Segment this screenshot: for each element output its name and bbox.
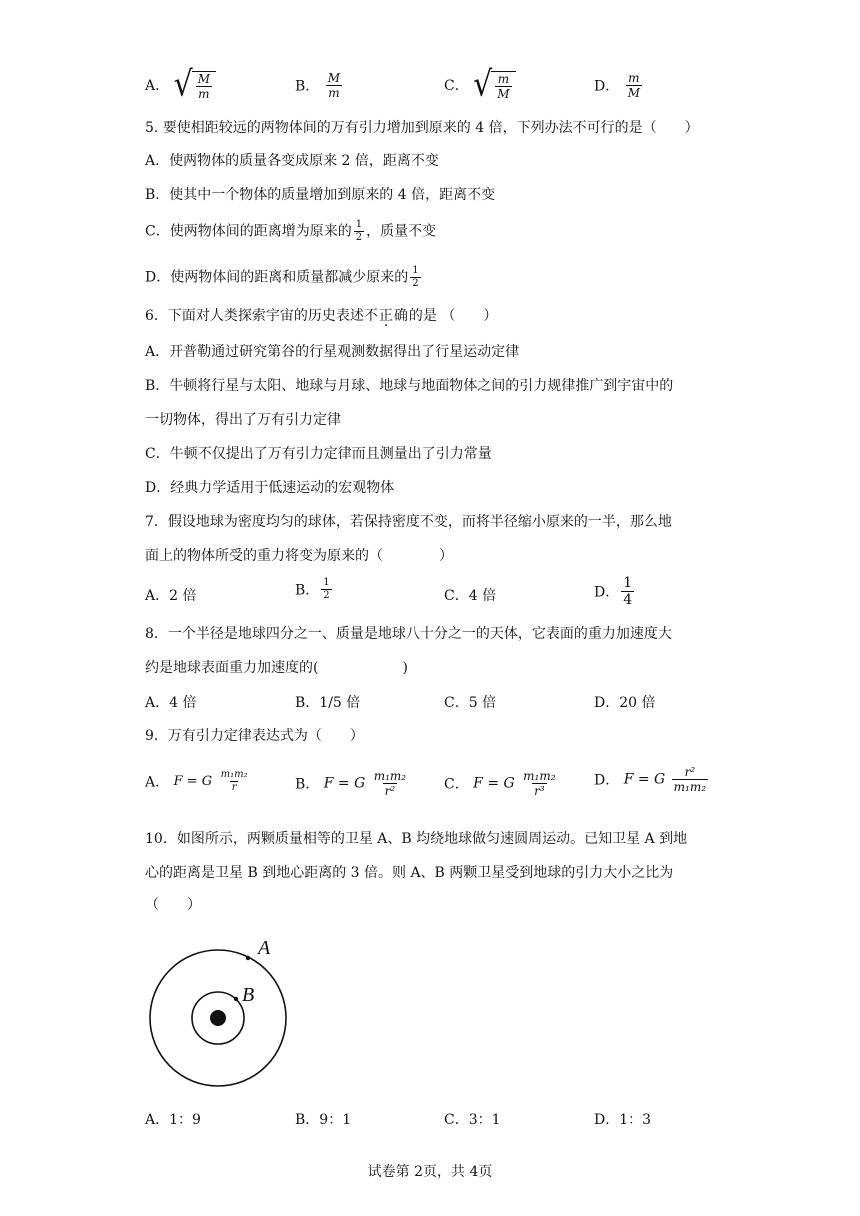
option-text: ，质量不变 — [366, 223, 437, 240]
q9-option-a — [145, 770, 252, 793]
q10-stem-line2: 心的距离是卫星 B 到地心距离的 3 倍。则 A、B 两颗卫星受到地球的引力大小之比为 — [145, 865, 674, 881]
fraction-denominator: m — [198, 86, 210, 101]
q8-option-d: D．20 倍 — [594, 695, 656, 711]
q10-stem-line3: （ ） — [145, 897, 201, 913]
q6-stem — [145, 306, 497, 326]
q4-option-c — [444, 64, 516, 105]
satellite-a-label: A — [258, 937, 271, 959]
fraction-denominator: 2 — [355, 232, 363, 243]
q6-option-b-line1: B．牛顿将行星与太阳、地球与月球、地球与地面物体之间的引力规律推广到宇宙中的 — [145, 378, 674, 394]
option-label: A． — [145, 774, 170, 791]
q5-stem: 5. 要使相距较远的两物体间的万有引力增加到原来的 4 倍，下列办法不可行的是（ ） — [145, 120, 699, 136]
q5-option-b: B．使其中一个物体的质量增加到原来的 4 倍，距离不变 — [145, 187, 496, 203]
q8-option-a: A．4 倍 — [145, 695, 197, 711]
q10-option-b: B．9：1 — [295, 1112, 352, 1128]
fraction-denominator: M — [497, 86, 510, 101]
q7-option-b — [295, 578, 334, 601]
fraction-numerator: 1 — [323, 577, 330, 588]
stem-text: 的是 （ ） — [408, 308, 498, 324]
fraction-denominator: 4 — [623, 592, 633, 608]
fraction-denominator: M — [627, 86, 640, 100]
q6-option-b-line2: 一切物体，得出了万有引力定律 — [145, 412, 341, 428]
fraction-denominator: m — [328, 86, 340, 100]
fraction-numerator: r² — [684, 765, 696, 779]
fraction-numerator: 1 — [412, 265, 419, 276]
q4-option-d — [594, 72, 644, 99]
emphasized-text: 不正确 — [363, 308, 409, 324]
formula-prefix: F = G — [323, 775, 366, 792]
q9-option-d — [594, 766, 710, 793]
option-text: C．使两物体间的距离增为原来的 — [145, 223, 352, 240]
q7-option-a: A．2 倍 — [145, 588, 197, 604]
fraction-numerator: M — [327, 71, 341, 85]
earth-dot — [210, 1010, 226, 1026]
q9-option-c — [444, 770, 560, 797]
q9-option-b — [295, 770, 410, 797]
q7-option-c: C．4 倍 — [444, 588, 497, 604]
fraction-numerator: m₁m₂ — [373, 769, 407, 783]
q5-option-d — [145, 266, 423, 289]
orbit-diagram — [140, 925, 320, 1095]
q8-stem-line2: 约是地球表面重力加速度的( ) — [145, 660, 408, 676]
fraction-numerator: M — [197, 71, 210, 86]
formula-prefix: F = G — [173, 774, 213, 789]
fraction-numerator: m — [497, 71, 510, 86]
formula-prefix: F = G — [473, 775, 515, 792]
q6-option-d: D．经典力学适用于低速运动的宏观物体 — [145, 480, 395, 496]
q7-option-d — [594, 576, 636, 607]
fraction-denominator: r — [231, 782, 237, 793]
sqrt-expression: √ $\frac{M}{m}$ — [174, 70, 216, 100]
q9-stem: 9．万有引力定律表达式为（ ） — [145, 728, 364, 744]
option-label: D． — [594, 78, 620, 95]
page-footer: 试卷第 2页，共 4页 — [367, 1164, 493, 1180]
q10-option-a: A．1：9 — [145, 1112, 201, 1128]
fraction-numerator: 1 — [355, 219, 363, 230]
formula-prefix: F = G — [623, 771, 666, 788]
stem-text: 6．下面对人类探索宇宙的历史表述 — [145, 308, 364, 324]
q8-option-c: C．5 倍 — [444, 695, 497, 711]
sqrt-expression: √ $\frac{m}{M}$ — [473, 70, 515, 100]
q8-option-b: B．1/5 倍 — [295, 695, 361, 711]
fraction-denominator: r³ — [534, 784, 545, 798]
q10-option-c: C．3：1 — [444, 1112, 501, 1128]
q6-option-c: C．牛顿不仅提出了万有引力定律而且测量出了引力常量 — [145, 446, 492, 462]
fraction-numerator: m₁m₂ — [523, 769, 556, 783]
q7-stem-line1: 7．假设地球为密度均匀的球体，若保持密度不变，而将半径缩小原来的一半，那么地 — [145, 514, 672, 530]
fraction-denominator: 2 — [323, 590, 330, 601]
fraction-numerator: m₁m₂ — [220, 769, 248, 780]
satellite-b-dot — [234, 997, 238, 1001]
fraction-denominator: m₁m₂ — [673, 780, 707, 794]
q8-stem-line1: 8．一个半径是地球四分之一、质量是地球八十分之一的天体，它表面的重力加速度大 — [145, 626, 672, 642]
option-label: B． — [295, 776, 320, 793]
q5-option-a: A．使两物体的质量各变成原来 2 倍，距离不变 — [145, 153, 439, 169]
option-label: D． — [594, 584, 620, 601]
option-label: D． — [594, 772, 620, 789]
option-label: B． — [295, 582, 320, 599]
satellite-b-label: B — [242, 984, 255, 1006]
option-label: C． — [444, 78, 469, 94]
q4-option-b — [295, 72, 344, 99]
fraction-numerator: m — [628, 71, 640, 85]
option-label: C． — [444, 776, 469, 793]
q10-stem-line1: 10．如图所示，两颗质量相等的卫星 A、B 均绕地球做匀速圆周运动。已知卫星 A 到地 — [145, 831, 688, 847]
option-label: B． — [295, 78, 320, 95]
q6-option-a: A．开普勒通过研究第谷的行星观测数据得出了行星运动定律 — [145, 344, 520, 360]
q10-option-d: D．1：3 — [594, 1112, 652, 1128]
fraction-denominator: r² — [384, 784, 396, 798]
satellite-a-dot — [246, 956, 250, 960]
q5-option-c — [145, 220, 436, 243]
q7-stem-line2: 面上的物体所受的重力将变为原来的（ ） — [145, 548, 453, 564]
fraction-numerator: 1 — [623, 575, 633, 591]
option-label: A． — [145, 78, 170, 94]
fraction-denominator: 2 — [412, 278, 419, 289]
option-text: D．使两物体间的距离和质量都减少原来的 — [145, 269, 409, 286]
q4-option-a — [145, 64, 216, 105]
